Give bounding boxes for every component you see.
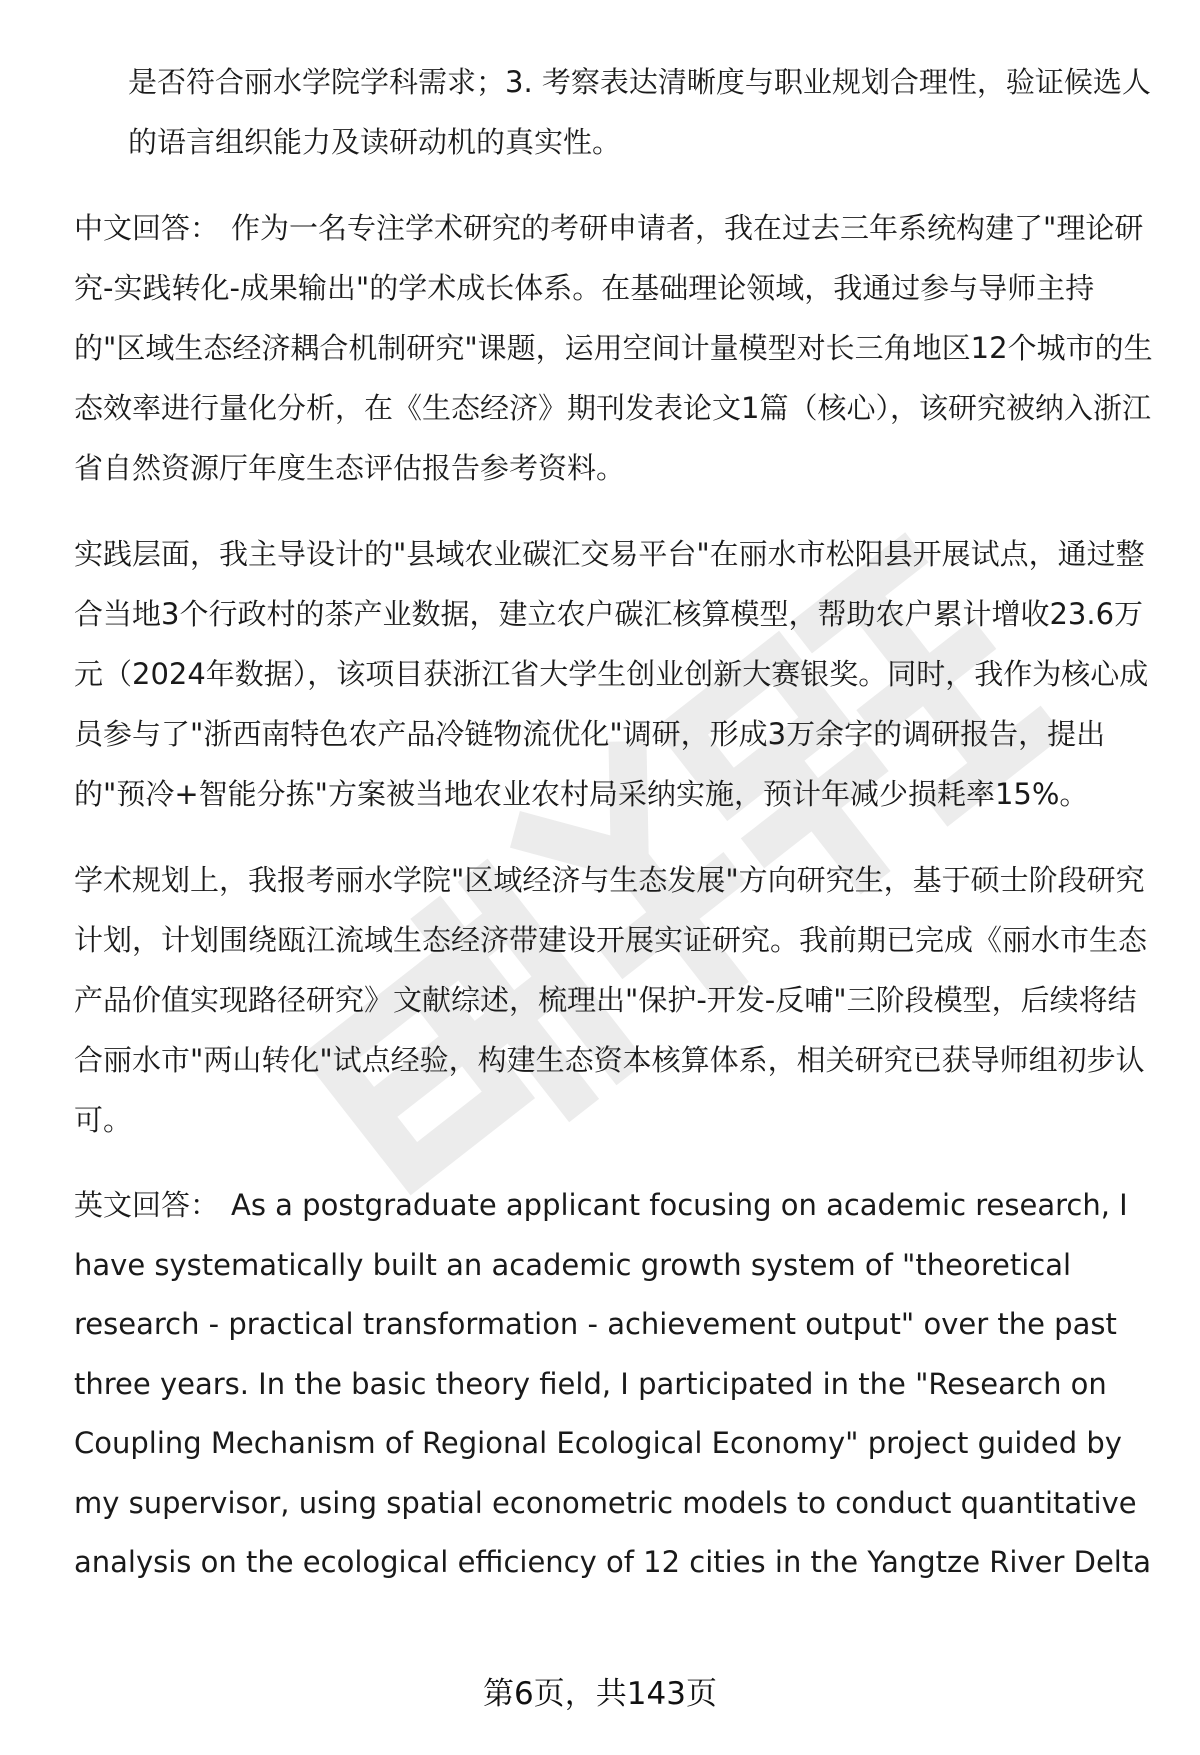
page-number-footer: 第6页，共143页 xyxy=(483,1676,717,1712)
chinese-answer-label: 中文回答： xyxy=(74,211,220,245)
paragraph-text: 实践层面，我主导设计的"县域农业碳汇交易平台"在丽水市松阳县开展试点，通过整合当地3个行政村的茶产业数据，建立农户碳汇核算模型，帮助农户累计增收23.6万元（2024年数据），该项目获浙江省大学生创业创新大赛银奖。同时，我作为核心成员参与了"浙西南特色农产品冷链物流优化"调研，形成3万余字的调研报告，提出的"预冷+智能分拣"方案被当地农业农村局采纳实施，预计年减少损耗率15%。 xyxy=(74,537,1149,811)
paragraph-text: 学术规划上，我报考丽水学院"区域经济与生态发展"方向研究生，基于硕士阶段研究计划，计划围绕瓯江流域生态经济带建设开展实证研究。我前期已完成《丽水市生态产品价值实现路径研究》文献综述，梳理出"保护-开发-反哺"三阶段模型，后续将结合丽水市"两山转化"试点经验，构建生态资本核算体系，相关研究已获导师组初步认可。 xyxy=(74,863,1148,1137)
paragraph-chinese-answer-intro xyxy=(74,198,1156,498)
paragraph-text: As a postgraduate applicant focusing on academic research, I have systematically built an academic growth system of "theoretical research - practical transformation - achievement output" over the past three years. In the basic theory field, I participated in the "Research on Coupling Mechanism of Regional Ecological Economy" project guided by my supervisor, using spatial econometric models to conduct quantitative analysis on the ecological efficiency of 12 cities in the Yangtze River Delta xyxy=(74,1188,1152,1579)
paragraph-academic-plan xyxy=(74,850,1156,1150)
paragraph-evaluation-criteria xyxy=(74,52,1156,172)
paragraph-text: 是否符合丽水学院学科需求；3. 考察表达清晰度与职业规划合理性，验证候选人的语言组织能力及读研动机的真实性。 xyxy=(128,65,1151,159)
document-body xyxy=(74,52,1156,1619)
paragraph-practice xyxy=(74,524,1156,824)
paragraph-text: 作为一名专注学术研究的考研申请者，我在过去三年系统构建了"理论研究-实践转化-成果输出"的学术成长体系。在基础理论领域，我通过参与导师主持的"区域生态经济耦合机制研究"课题，运用空间计量模型对长三角地区12个城市的生态效率进行量化分析，在《生态经济》期刊发表论文1篇（核心），该研究被纳入浙江省自然资源厅年度生态评估报告参考资料。 xyxy=(74,211,1153,485)
english-answer-label: 英文回答： xyxy=(74,1188,220,1222)
paragraph-english-answer xyxy=(74,1176,1156,1593)
